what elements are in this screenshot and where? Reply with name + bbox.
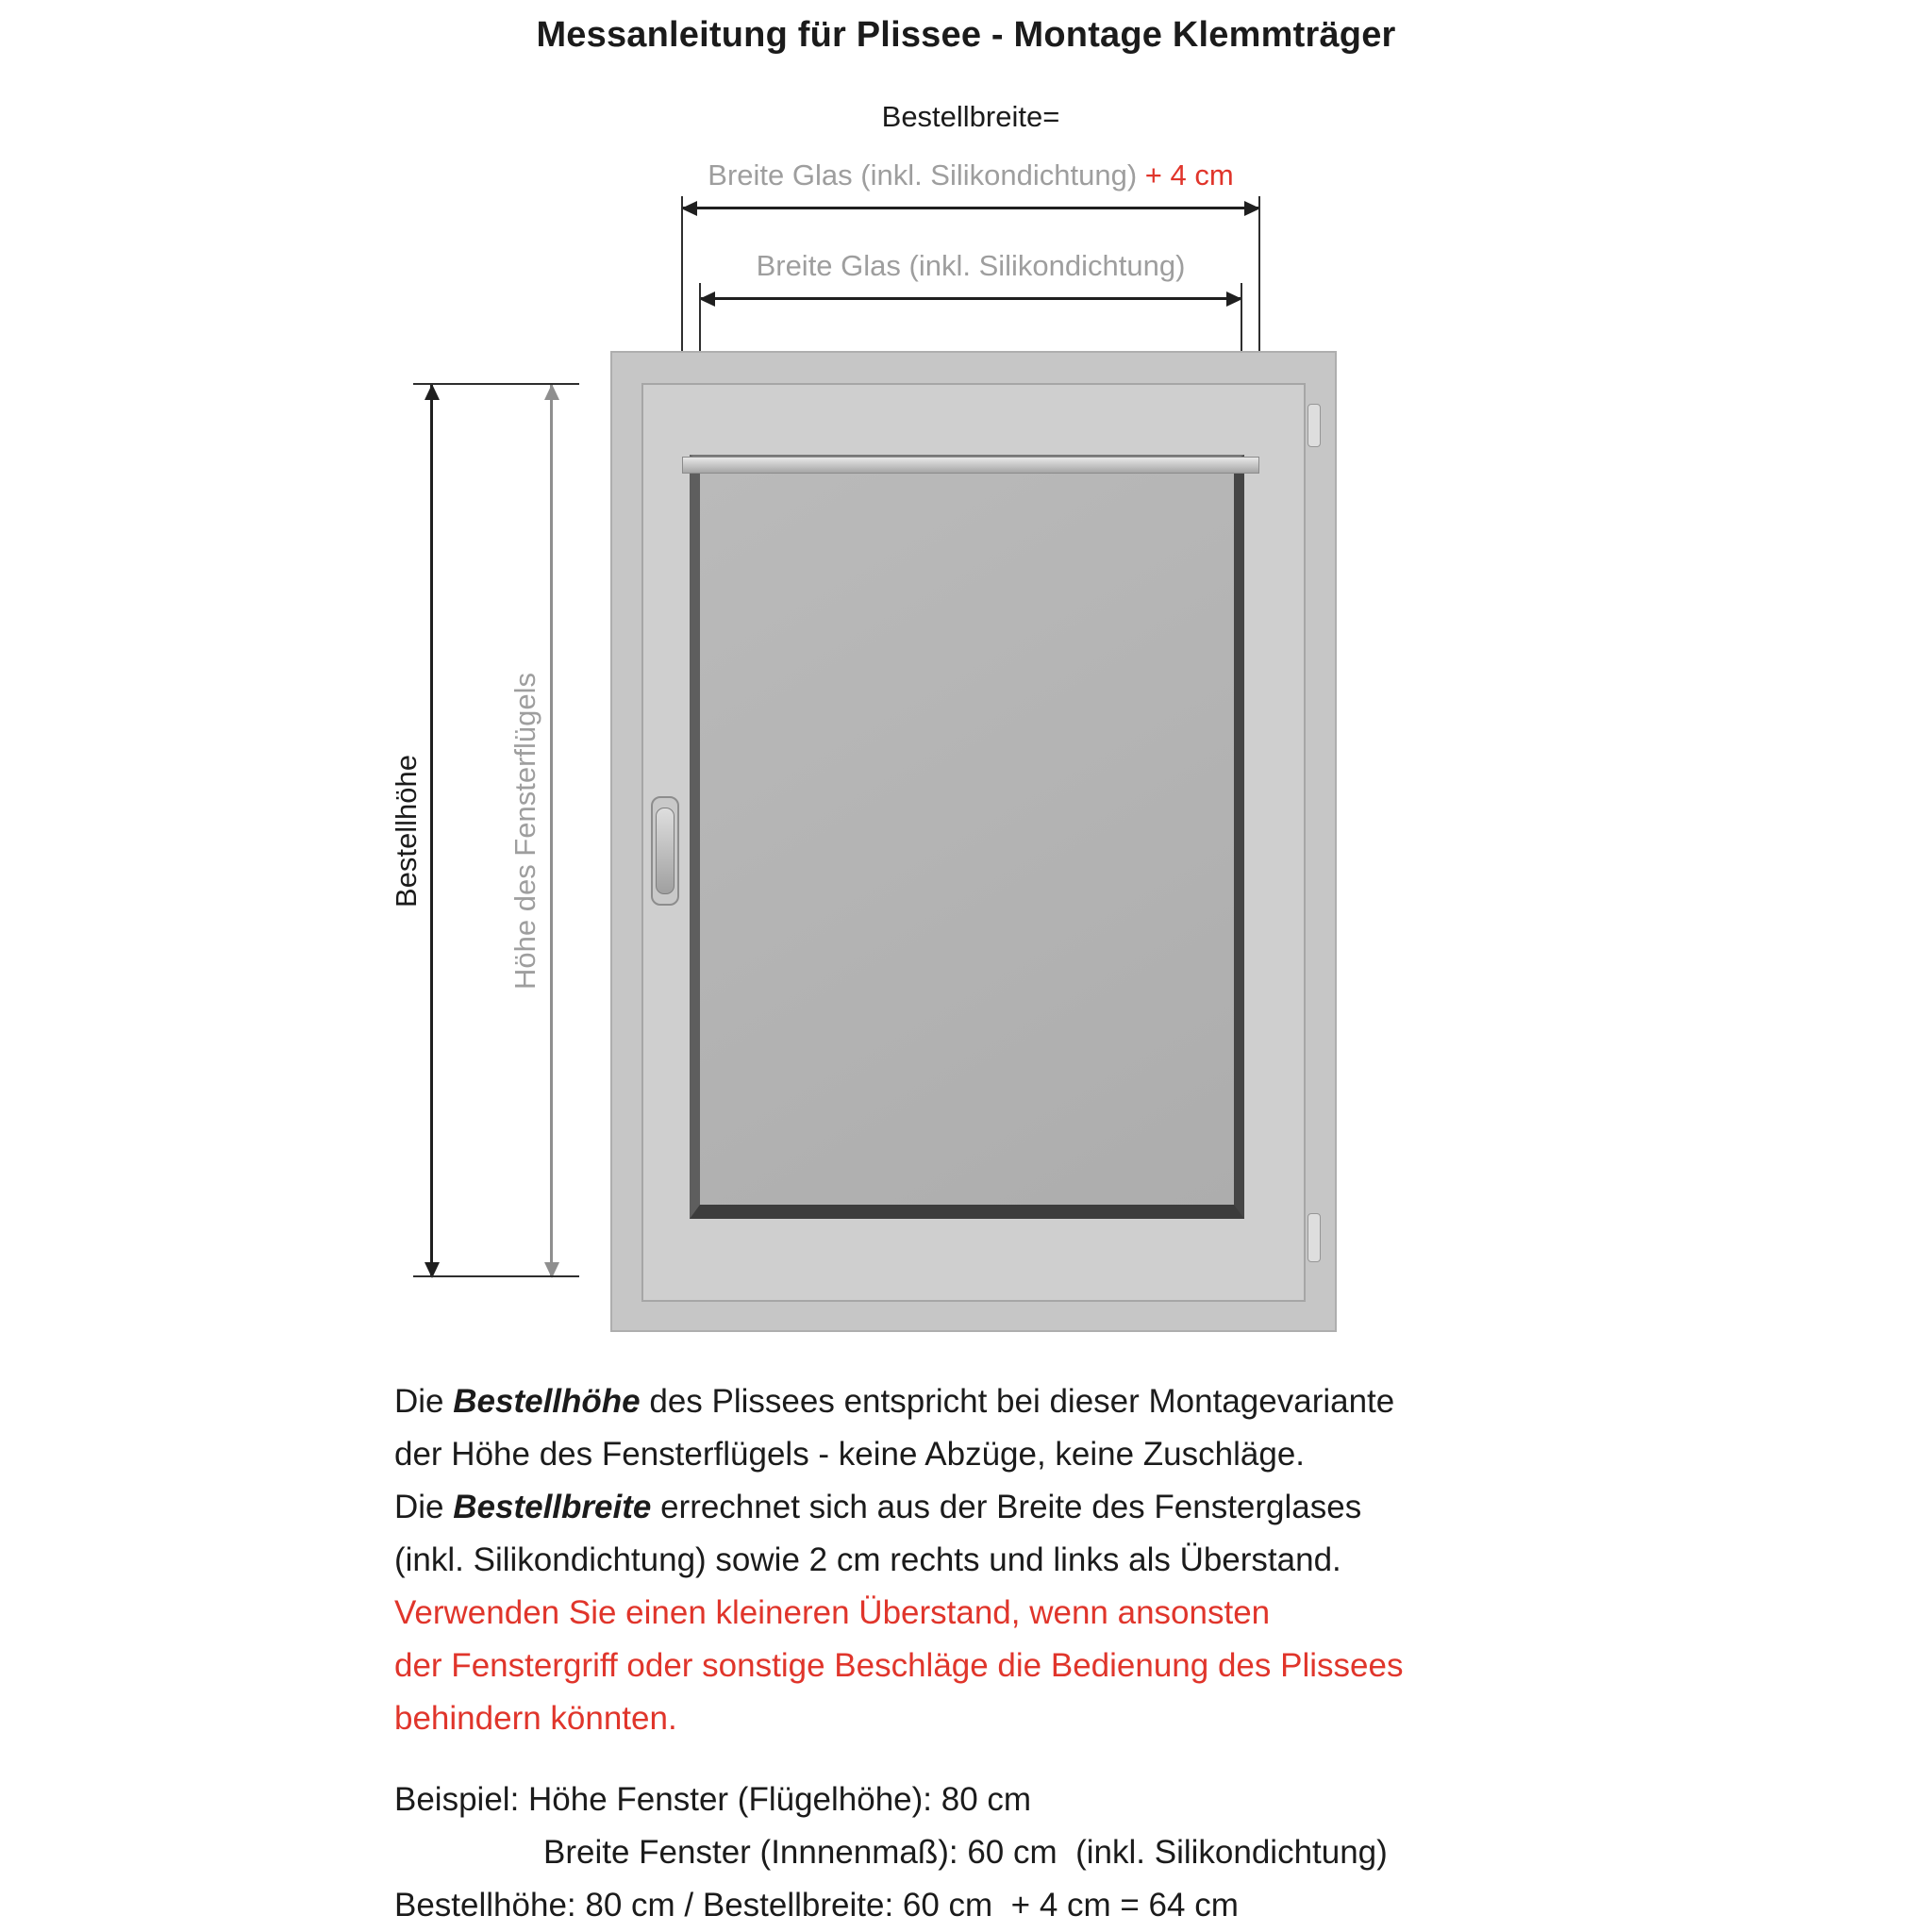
hinge-bottom xyxy=(1307,1213,1321,1262)
example-line2: Breite Fenster (Innnenmaß): 60 cm (inkl. Silikondichtung) xyxy=(543,1834,1388,1871)
hinge-top xyxy=(1307,404,1321,447)
order-width-label: Bestellbreite= xyxy=(881,100,1060,133)
p2-em: Bestellbreite xyxy=(453,1489,652,1525)
p2-pre: Die xyxy=(394,1489,454,1525)
order-height-arrow xyxy=(430,385,433,1277)
plissee-top-rail xyxy=(682,457,1259,474)
p2-post: errechnet sich aus der Breite des Fensterglases xyxy=(651,1489,1362,1525)
p2-line1 xyxy=(394,1481,1772,1534)
window-handle-grip xyxy=(656,808,675,894)
warning-line1: Verwenden Sie einen kleineren Überstand, wenn ansonsten xyxy=(394,1594,1271,1631)
order-height-label: Bestellhöhe xyxy=(390,754,423,908)
warning-line3: behindern könnten. xyxy=(394,1700,677,1737)
p2-line2: (inkl. Silikondichtung) sowie 2 cm rechts und links als Überstand. xyxy=(394,1541,1341,1578)
p1-pre: Die xyxy=(394,1383,454,1420)
extension-line-top xyxy=(413,383,579,385)
warning-line2: der Fenstergriff oder sonstige Beschläge die Bedienung des Plissees xyxy=(394,1647,1404,1684)
p1-line2: der Höhe des Fensterflügels - keine Abzüge, keine Zuschläge. xyxy=(394,1436,1306,1473)
window-sash xyxy=(641,383,1306,1302)
p1-line1 xyxy=(394,1375,1772,1428)
example-line1: Beispiel: Höhe Fenster (Flügelhöhe): 80 cm xyxy=(394,1781,1032,1818)
description-text xyxy=(394,1375,1772,1932)
extension-line-bottom xyxy=(413,1275,579,1277)
glass-width-plus-value: + 4 cm xyxy=(1144,158,1234,192)
p1-em: Bestellhöhe xyxy=(453,1383,641,1420)
glass-width-plus-label xyxy=(541,158,1401,192)
glass-width-label: Breite Glas (inkl. Silikondichtung) xyxy=(756,249,1186,282)
glass-width-plus-text: Breite Glas (inkl. Silikondichtung) xyxy=(708,158,1145,192)
glass-width-arrow xyxy=(700,297,1241,300)
order-width-arrow xyxy=(682,207,1259,209)
sash-height-label: Höhe des Fensterflügels xyxy=(508,672,541,991)
page-title: Messanleitung für Plissee - Montage Klemmträger xyxy=(536,15,1396,55)
example-line3: Bestellhöhe: 80 cm / Bestellbreite: 60 cm + 4 cm = 64 cm xyxy=(394,1887,1239,1924)
example-block xyxy=(394,1774,1772,1932)
sash-height-arrow xyxy=(550,385,553,1277)
window-glass xyxy=(690,455,1244,1219)
window-frame xyxy=(610,351,1337,1332)
p1-post: des Plissees entspricht bei dieser Montagevariante xyxy=(640,1383,1395,1420)
